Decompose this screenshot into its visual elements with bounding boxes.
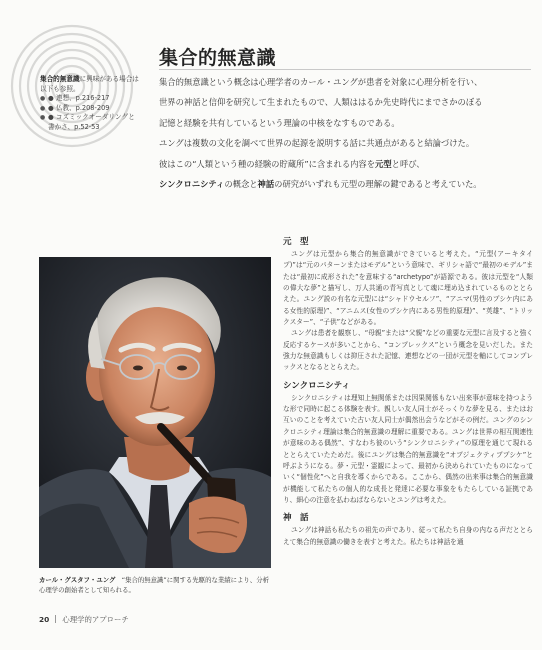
page-title: 集合的無意識 <box>159 47 277 69</box>
intro-paragraph <box>159 72 531 194</box>
article-body <box>283 235 533 553</box>
page-number: 20 <box>39 615 50 624</box>
section-myth <box>283 511 533 548</box>
title-divider <box>159 69 531 70</box>
section-heading: 神 話 <box>283 513 309 524</box>
portrait-illustration <box>39 257 271 568</box>
section-heading: シンクロニシティ <box>283 380 350 391</box>
reference-text: ● 連想、p.216-217 <box>48 94 110 103</box>
portrait-photo <box>39 257 271 568</box>
reference-item[interactable] <box>40 94 140 104</box>
photo-caption <box>39 575 271 595</box>
section-synchronicity <box>283 379 533 506</box>
sidebar-intro <box>40 75 140 94</box>
reference-text: ● コズミックオーダリングと書かさ、p.52-53 <box>48 113 135 131</box>
intro-keyword: 神話 <box>257 179 275 190</box>
section-paragraph: ユングは元型から集合的無意識ができていると考えた。“元型(アーキタイプ)”は“元のパターンまたはモデル”という意味で、ギリシャ語で“最初のモデル”または“最初に成形された”を意味する“archetypo”が語源である。彼は元型を“人類の偉大な夢”と描写し、万人共通の青写真として魂に埋め込まれているものととらえた。ユング説の有名な元型には“シャドウセルフ”、“アニマ(男性のプシケ内にある女性的原理)”、“アニムス(女性のプシケ内にある男性的原理)”、“英雄”、“トリックスター”、“子供”などがある。 <box>283 250 533 327</box>
section-archetype <box>283 235 533 374</box>
intro-line <box>159 154 531 174</box>
caption-text: “集合的無意識”に関する先駆的な業績により、分析心理学の創始者として知られる。 <box>39 576 269 594</box>
section-heading: 元 型 <box>283 237 309 247</box>
reference-item[interactable] <box>40 113 140 132</box>
page-footer <box>39 614 129 625</box>
intro-text: の概念と <box>224 179 258 190</box>
reference-text: ● 仏教、p.208-209 <box>48 103 110 112</box>
section-name: 心理学的アプローチ <box>62 615 129 624</box>
reference-item[interactable] <box>40 104 140 114</box>
intro-line: 世界の神話と信仰を研究して生まれたもので、人類ははるか先史時代にまでさかのぼる <box>159 97 483 108</box>
section-paragraph: シンクロニシティは理知上無関係または因果関係もない出来事が意味を持つような形で同時に起こる体験を表す。親しい友人同士がそっくりな夢を見る、またはお互いのことを考えていた古い友人同士が偶然出会うなどがその例だ。ユングのシンクロニシティ理論は集合的無意識の理解に重要である。ユングは世界の相互関連性が意味のある偶然”、すなわち彼のいう“シンクロニシティ”の原理を通じて現れるととらえていたためだ。後にユングは集合的無意識を“オブジェクティブプシケ”と呼ぶようになる。夢・元型・霊観によって、最初から決められていたものになっていく“個性化”へと自我を導くからである。ここから、偶然の出来事は集合的無意識が機能して私たちの個人的な成長と発達に必要な事象をもたらしている証拠であり、細心の注意を払わねばならないとユングは考えた。 <box>283 393 533 504</box>
intro-line: 集合的無意識という概念は心理学者のカール・ユングが患者を対象に心理分析を行い、 <box>159 77 483 87</box>
intro-text: の研究がいずれも元型の理解の鍵であると考えていた。 <box>274 179 482 190</box>
section-paragraph: ユングは神話も私たちの祖先の声であり、従って私たち自身の内なる声だととらえて集合的無意識の働きを表すと考えた。私たちは神話を通 <box>283 526 533 546</box>
section-paragraph: ユングは患者を観察し、“母親”または“父親”などの重要な元型に言及すると強く反応するケースが多いことから、“コンプレックス”という概念を見いだした。また強力な無意識もしくは抑圧された記憶、連想などの一団が元型を軸にしてコンプレックスとなるととらえた。 <box>283 329 533 372</box>
caption-line <box>39 575 271 595</box>
sidebar-references <box>40 75 140 133</box>
footer-separator <box>55 615 56 623</box>
intro-line: 記憶と経験を共有しているという理論の中核をなすものである。 <box>159 117 400 128</box>
intro-text: と呼び、 <box>391 158 425 169</box>
intro-keyword: シンクロニシティ <box>159 179 225 190</box>
caption-name: カール・グスタフ・ユング <box>39 576 116 584</box>
sidebar-intro-bold: 集合的無意識 <box>40 75 80 83</box>
intro-keyword: 元型 <box>375 158 392 169</box>
reference-list <box>40 94 140 132</box>
intro-line <box>159 174 531 194</box>
intro-line: ユングは複数の文化を調べて世界の起源を説明する話に共通点があると結論づけた。 <box>159 138 475 149</box>
intro-text: 彼はこの“人類という種の経験の貯蔵所”に含まれる内容を <box>159 158 376 169</box>
sidebar-intro-text: に興味がある場合は以下も参照。 <box>40 75 139 93</box>
